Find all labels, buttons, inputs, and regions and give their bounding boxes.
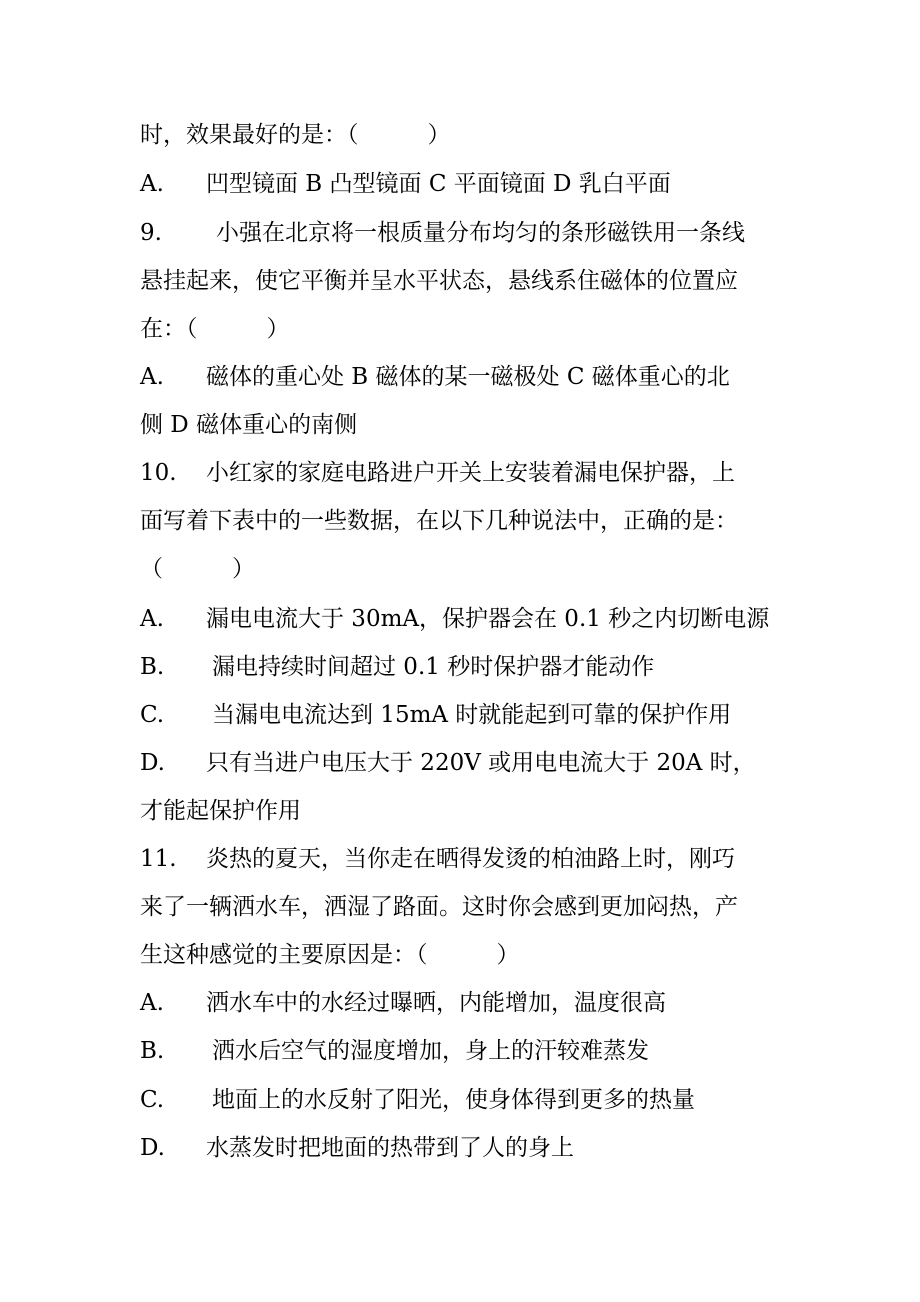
line-text: 只有当进户电压大于 220V 或用电电流大于 20A 时， bbox=[206, 750, 756, 776]
line-text: 当漏电电流达到 15mA 时就能起到可靠的保护作用 bbox=[212, 702, 732, 728]
line-text: 水蒸发时把地面的热带到了人的身上 bbox=[206, 1135, 574, 1161]
line-text: 生这种感觉的主要原因是：（ ） bbox=[140, 942, 520, 968]
line-q10-option-d-2 bbox=[140, 796, 301, 826]
line-q11-stem bbox=[140, 844, 735, 874]
option-label: A. bbox=[140, 990, 164, 1016]
line-text: 磁体的重心处 B 磁体的某一磁极处 C 磁体重心的北 bbox=[206, 364, 730, 390]
line-q8-options bbox=[140, 169, 671, 199]
option-label: D. bbox=[140, 1135, 165, 1161]
option-label: A. bbox=[140, 364, 164, 390]
line-text: 漏电持续时间超过 0.1 秒时保护器才能动作 bbox=[212, 654, 655, 680]
line-q9-options bbox=[140, 362, 730, 392]
line-text: 在：（ ） bbox=[140, 316, 290, 342]
option-label: B. bbox=[140, 1038, 165, 1064]
line-text: 炎热的夏天，当你走在晒得发烫的柏油路上时，刚巧 bbox=[206, 846, 735, 872]
option-label: B. bbox=[140, 654, 165, 680]
line-text: 来了一辆洒水车，洒湿了路面。这时你会感到更加闷热，产 bbox=[140, 894, 738, 920]
line-q9-stem-3 bbox=[140, 314, 290, 344]
line-text: 地面上的水反射了阳光，使身体得到更多的热量 bbox=[212, 1087, 695, 1113]
line-q10-stem-2 bbox=[140, 506, 738, 536]
line-text: 小强在北京将一根质量分布均匀的条形磁铁用一条线 bbox=[216, 220, 745, 246]
line-q10-stem bbox=[140, 458, 735, 488]
line-q9-stem bbox=[140, 218, 745, 248]
option-label: D. bbox=[140, 750, 165, 776]
line-text: 面写着下表中的一些数据，在以下几种说法中，正确的是： bbox=[140, 508, 738, 534]
line-q11-option-b bbox=[140, 1036, 649, 1066]
line-q10-option-b bbox=[140, 652, 654, 682]
line-q11-stem-2 bbox=[140, 892, 738, 922]
line-text: 漏电电流大于 30mA，保护器会在 0.1 秒之内切断电源 bbox=[206, 606, 770, 632]
line-text: （ ） bbox=[140, 556, 255, 582]
line-text: 才能起保护作用 bbox=[140, 798, 301, 824]
line-q11-option-d bbox=[140, 1133, 574, 1163]
line-text: 悬挂起来，使它平衡并呈水平状态，悬线系住磁体的位置应 bbox=[140, 268, 738, 294]
line-q8-continuation bbox=[140, 120, 451, 150]
line-text: 小红家的家庭电路进户开关上安装着漏电保护器，上 bbox=[206, 460, 735, 486]
line-q11-option-a bbox=[140, 988, 666, 1018]
line-text: 洒水后空气的湿度增加，身上的汗较难蒸发 bbox=[212, 1038, 649, 1064]
question-number: 9. bbox=[140, 220, 162, 246]
line-q10-stem-3 bbox=[140, 554, 255, 584]
line-q9-stem-2 bbox=[140, 266, 738, 296]
line-text: 时，效果最好的是：（ ） bbox=[140, 122, 451, 148]
option-label: A. bbox=[140, 606, 164, 632]
line-text: 洒水车中的水经过曝晒，内能增加，温度很高 bbox=[206, 990, 666, 1016]
option-label: A. bbox=[140, 171, 164, 197]
line-text: 凹型镜面 B 凸型镜面 C 平面镜面 D 乳白平面 bbox=[206, 171, 671, 197]
question-number: 10. bbox=[140, 460, 177, 486]
line-text: 侧 D 磁体重心的南侧 bbox=[140, 412, 358, 438]
line-q10-option-a bbox=[140, 604, 769, 634]
line-q11-option-c bbox=[140, 1085, 695, 1115]
question-number: 11. bbox=[140, 846, 177, 872]
line-q10-option-c bbox=[140, 700, 731, 730]
line-q11-stem-3 bbox=[140, 940, 520, 970]
line-q9-options-2 bbox=[140, 410, 357, 440]
line-q10-option-d bbox=[140, 748, 756, 778]
option-label: C. bbox=[140, 702, 165, 728]
option-label: C. bbox=[140, 1087, 165, 1113]
